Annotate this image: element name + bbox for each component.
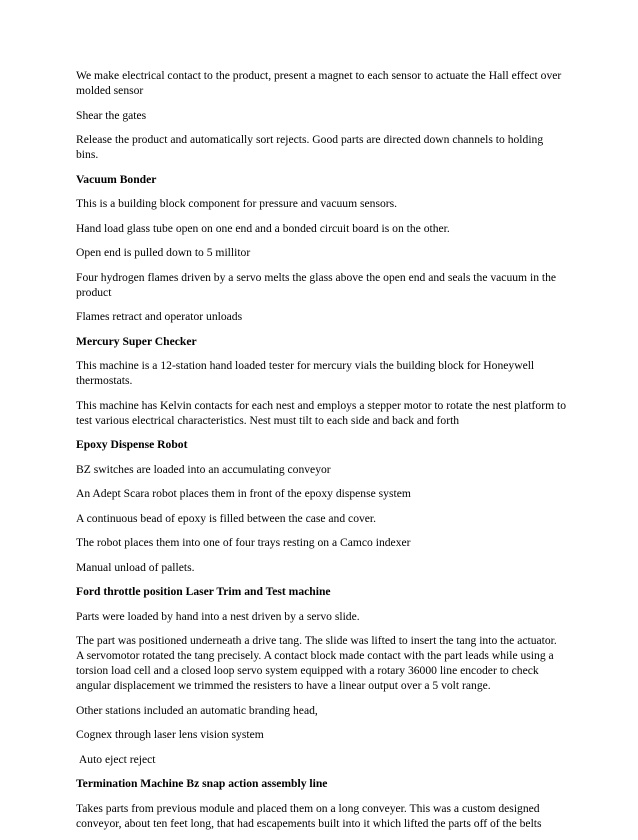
paragraph: This machine has Kelvin contacts for each nest and employs a stepper motor to rotate the nest platform to test various electrical characteristics. Nest must tilt to each side and back and forth [76, 398, 567, 427]
paragraph: Release the product and automatically sort rejects. Good parts are directed down channels to holding bins. [76, 133, 544, 161]
section-heading-mercury-super-checker: Mercury Super Checker [76, 334, 197, 348]
paragraph: Parts were loaded by hand into a nest driven by a servo slide. [76, 609, 360, 623]
paragraph: Flames retract and operator unloads [76, 310, 243, 323]
paragraph: The part was positioned underneath a drive tang. The slide was lifted to insert the tang into the actuator. A servomotor rotated the tang precisely. A contact block made contact with the part leads while using a torsion load cell and a closed loop servo system equipped with a rotary 36000 line encoder to check angular displacement we trimmed the resisters to have a linear output over a 5 volt range. [76, 634, 557, 692]
paragraph: Auto eject reject [76, 752, 156, 766]
paragraph: Four hydrogen flames driven by a servo melts the glass above the open end and seals the vacuum in the product [76, 270, 557, 299]
paragraph: Open end is pulled down to 5 millitor [76, 246, 251, 259]
section-heading-epoxy-dispense-robot: Epoxy Dispense Robot [76, 438, 188, 451]
paragraph: We make electrical contact to the product, present a magnet to each sensor to actuate the Hall effect over molded sensor [76, 69, 562, 97]
paragraph: Manual unload of pallets. [76, 560, 195, 574]
paragraph: Hand load glass tube open on one end and a bonded circuit board is on the other. [76, 221, 450, 235]
section-heading-vacuum-bonder: Vacuum Bonder [76, 172, 157, 186]
paragraph: Shear the gates [76, 108, 147, 122]
paragraph: This machine is a 12-station hand loaded tester for mercury vials the building block for Honeywell thermostats. [76, 359, 535, 387]
paragraph: A continuous bead of epoxy is filled between the case and cover. [76, 511, 377, 525]
section-heading-termination-machine: Termination Machine Bz snap action assembly line [76, 777, 328, 790]
paragraph: BZ switches are loaded into an accumulating conveyor [76, 462, 331, 476]
paragraph: An Adept Scara robot places them in front of the epoxy dispense system [76, 487, 411, 500]
paragraph: Takes parts from previous module and placed them on a long conveyer. This was a custom designed conveyor, about ten feet long, that had escapements built into it which lifted the parts off of the belts [76, 801, 542, 830]
paragraph: Other stations included an automatic branding head, [76, 703, 318, 717]
paragraph: This is a building block component for pressure and vacuum sensors. [76, 197, 398, 210]
document-body [76, 68, 566, 840]
paragraph: Cognex through laser lens vision system [76, 728, 264, 741]
section-heading-ford-throttle-position: Ford throttle position Laser Trim and Test machine [76, 585, 331, 598]
paragraph: The robot places them into one of four trays resting on a Camco indexer [76, 536, 411, 549]
